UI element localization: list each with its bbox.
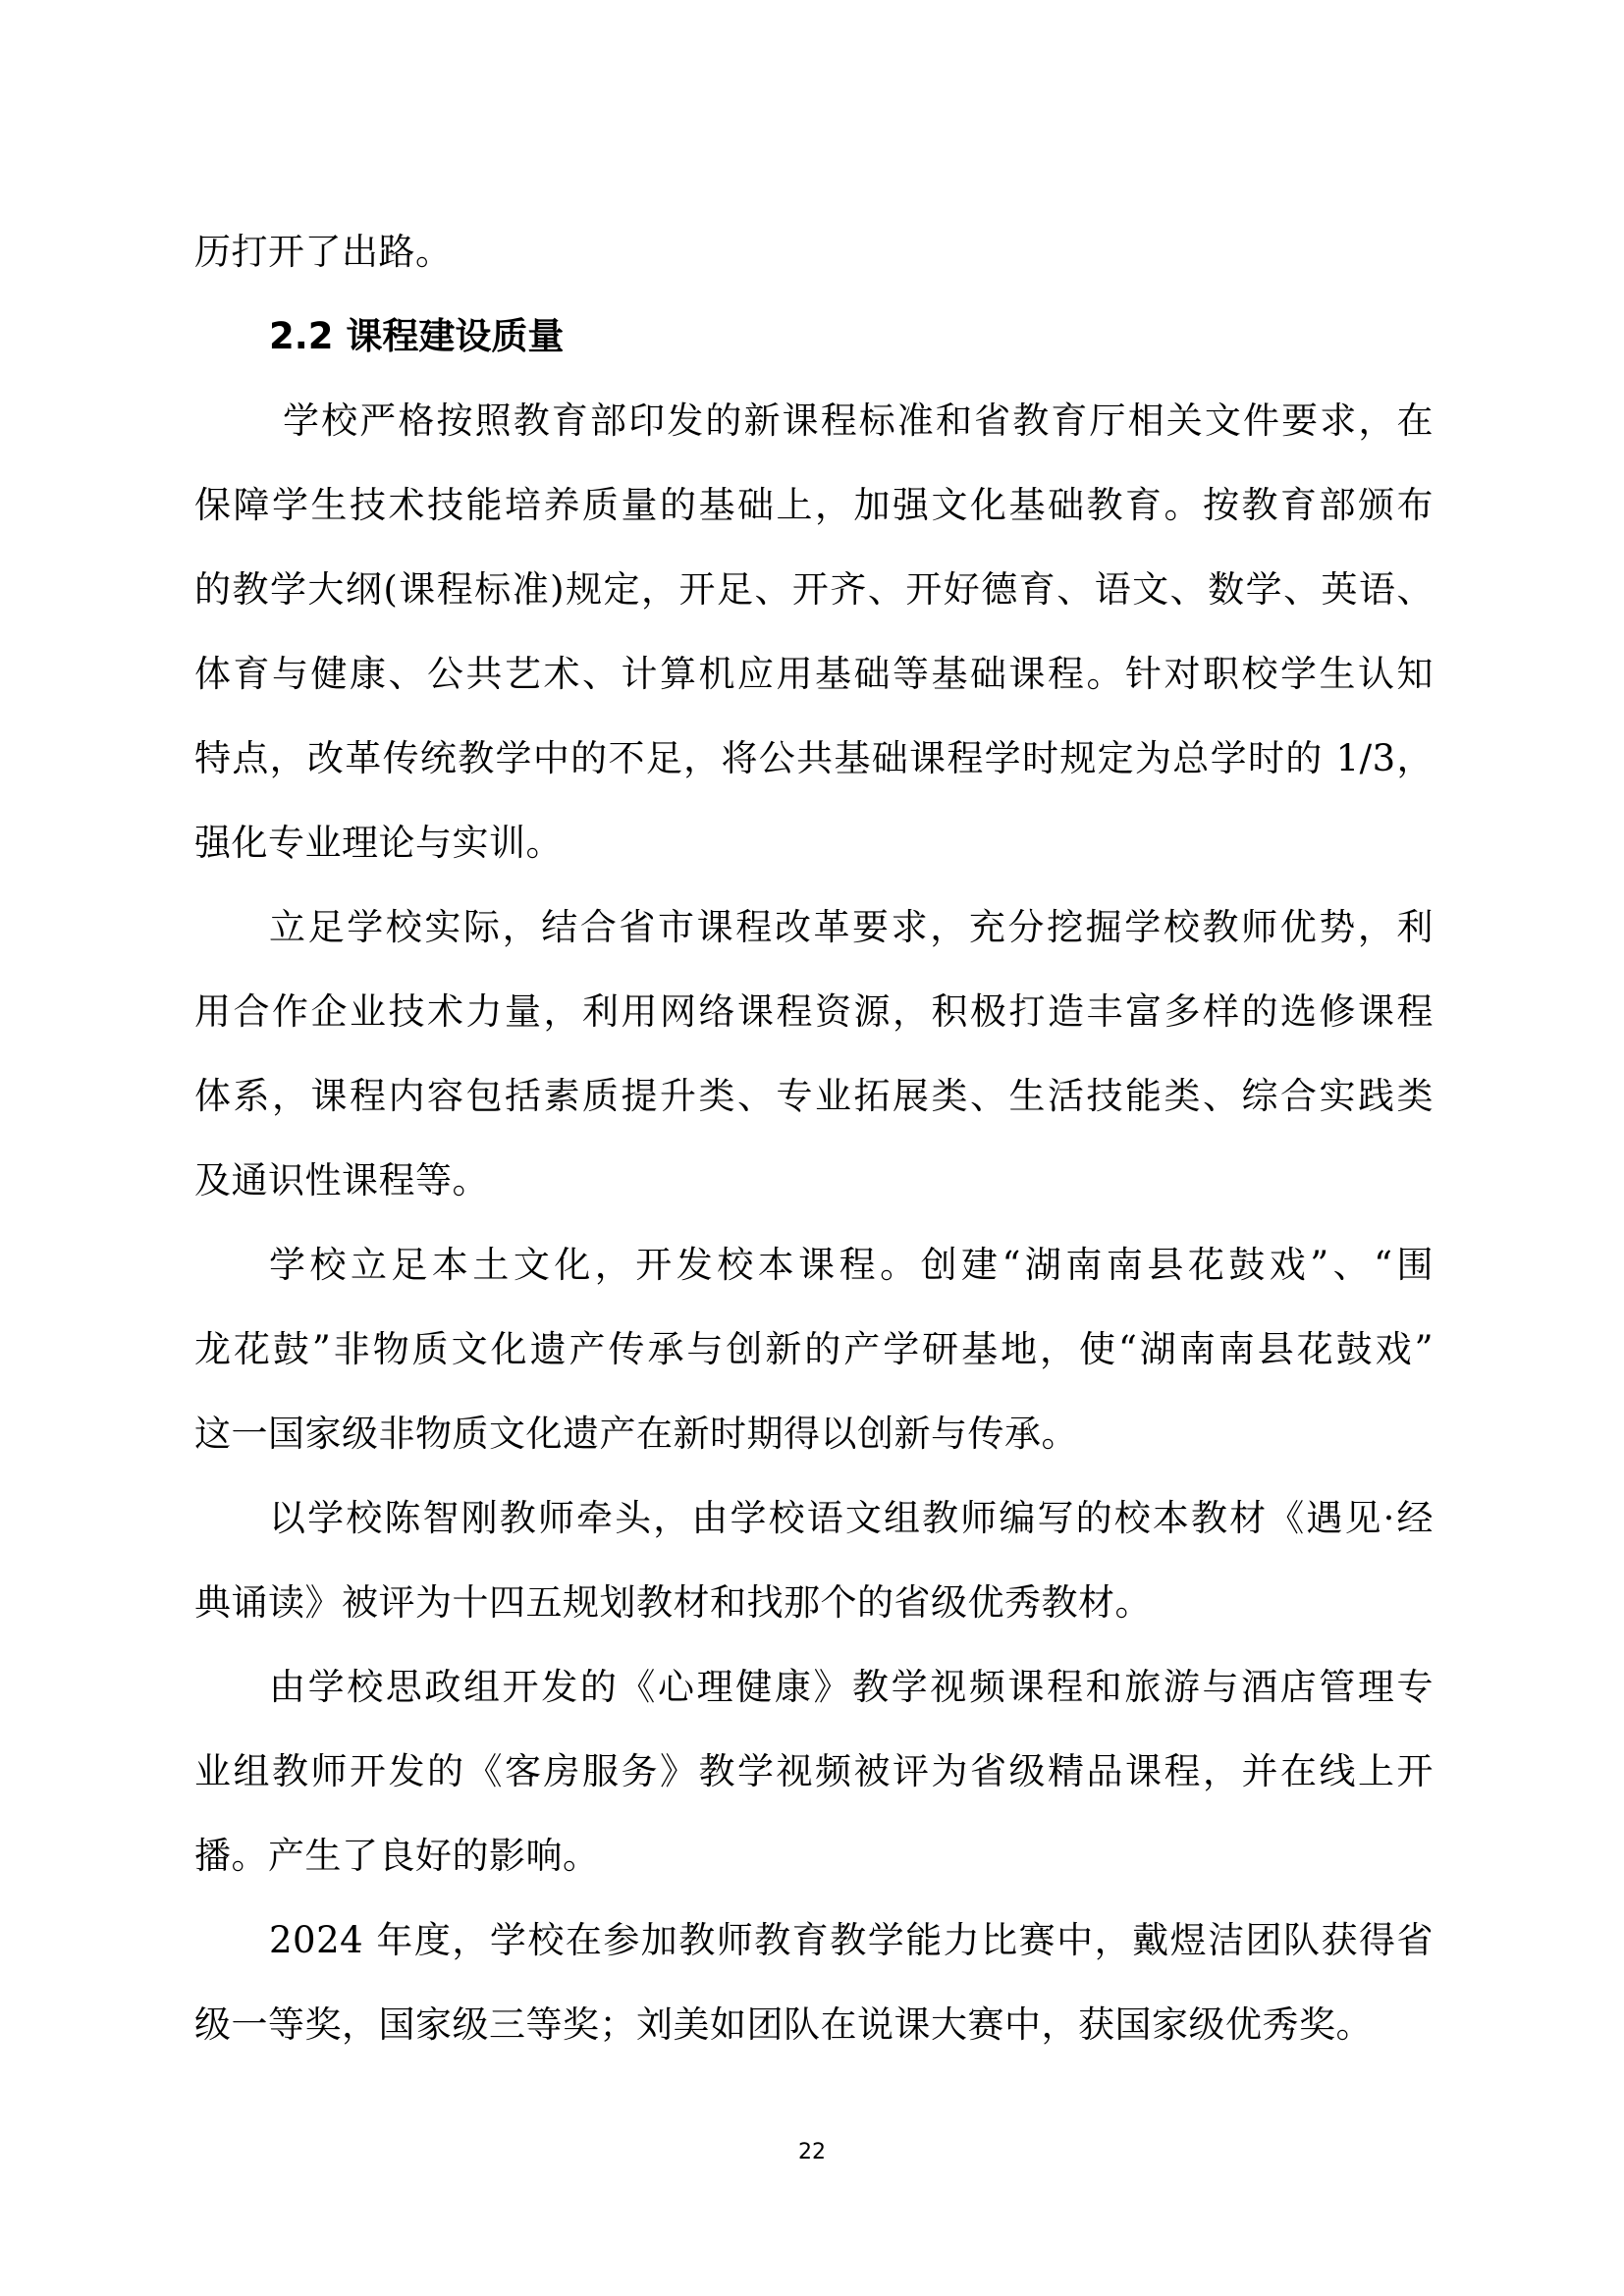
paragraph-line: 的教学大纲(课程标准)规定，开足、开齐、开好德育、语文、数学、英语、 — [194, 568, 1434, 611]
paragraph-line: 级一等奖，国家级三等奖；刘美如团队在说课大赛中，获国家级优秀奖。 — [194, 2003, 1373, 2046]
paragraph-line: 龙花鼓”非物质文化遗产传承与创新的产学研基地，使“湖南南县花鼓戏” — [194, 1328, 1434, 1370]
paragraph-line: 播。产生了良好的影响。 — [194, 1835, 600, 1877]
paragraph-line: 强化专业理论与实训。 — [194, 822, 563, 864]
paragraph-video-courses — [194, 1645, 1434, 1898]
paragraph-line: 以学校陈智刚教师牵头，由学校语文组教师编写的校本教材《遇见·经 — [269, 1497, 1434, 1539]
paragraph-line: 这一国家级非物质文化遗产在新时期得以创新与传承。 — [194, 1413, 1078, 1455]
paragraph-competition-awards — [194, 1898, 1434, 2067]
paragraph-line: 学校严格按照教育部印发的新课程标准和省教育厅相关文件要求，在 — [283, 400, 1434, 442]
paragraph-line: 及通识性课程等。 — [194, 1159, 489, 1201]
paragraph-line: 保障学生技术技能培养质量的基础上，加强文化基础教育。按教育部颁布 — [194, 484, 1434, 526]
paragraph-line: 由学校思政组开发的《心理健康》教学视频课程和旅游与酒店管理专 — [269, 1666, 1434, 1708]
paragraph-line: 2024 年度，学校在参加教师教育教学能力比赛中，戴煜洁团队获得省 — [269, 1919, 1434, 1961]
section-heading: 2.2 课程建设质量 — [269, 315, 565, 357]
paragraph-line: 特点，改革传统教学中的不足，将公共基础课程学时规定为总学时的 1/3， — [194, 737, 1434, 779]
paragraph-line: 立足学校实际，结合省市课程改革要求，充分挖掘学校教师优势，利 — [269, 906, 1434, 948]
paragraph-line: 历打开了出路。 — [194, 231, 453, 273]
paragraph-textbook — [194, 1476, 1434, 1645]
paragraph-line: 体育与健康、公共艺术、计算机应用基础等基础课程。针对职校学生认知 — [194, 653, 1434, 695]
paragraph-line: 典诵读》被评为十四五规划教材和找那个的省级优秀教材。 — [194, 1581, 1152, 1624]
paragraph-line: 业组教师开发的《客房服务》教学视频被评为省级精品课程，并在线上开 — [194, 1750, 1434, 1792]
paragraph-curriculum-standards — [194, 379, 1434, 885]
paragraph-line: 用合作企业技术力量，利用网络课程资源，积极打造丰富多样的选修课程 — [194, 990, 1434, 1033]
document-body — [194, 210, 1434, 2067]
page-number: 22 — [798, 2140, 826, 2164]
paragraph-line: 学校立足本土文化，开发校本课程。创建“湖南南县花鼓戏”、“围 — [269, 1244, 1434, 1286]
paragraph-elective-courses — [194, 885, 1434, 1223]
paragraph-line: 体系，课程内容包括素质提升类、专业拓展类、生活技能类、综合实践类 — [194, 1075, 1434, 1117]
paragraph-local-culture — [194, 1223, 1434, 1476]
